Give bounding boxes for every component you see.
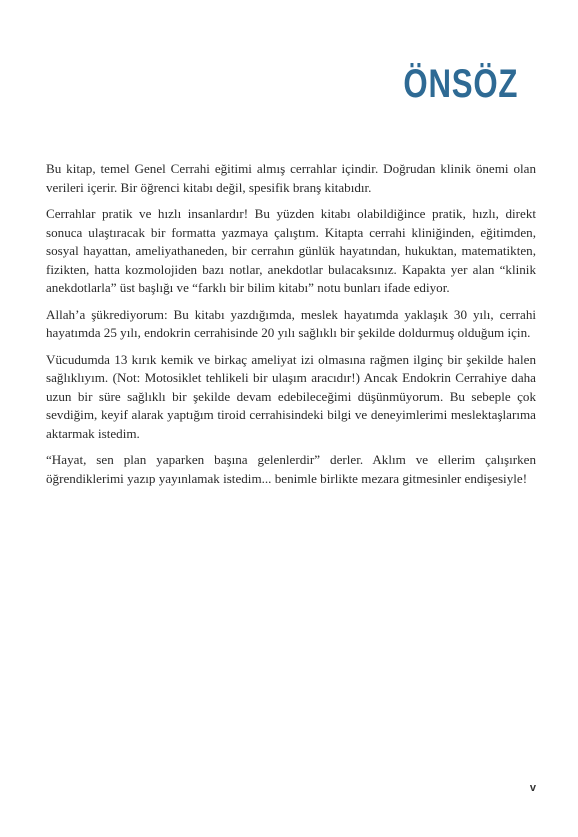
paragraph: Cerrahlar pratik ve hızlı insanlardır! Bu yüzden kitabı olabildiğince pratik, hızlı, direkt sonuca ulaştıracak bir formatta yazmaya çalıştım. Kitapta cerrahi kliniğinden, eğitimden, sosyal hayattan, ameliyathaneden, bir cerrahın günlük hayatından, hukuktan, matematikten, fizikten, hatta kozmolojiden bazı notlar, anekdotlar bulacaksınız. Kapakta yer alan “klinik anekdotlarla” üst başlığı ve “farklı bir bilim kitabı” notu bunları ifade ediyor. — [46, 206, 536, 295]
preface-body — [46, 160, 536, 496]
paragraph: “Hayat, sen plan yaparken başına gelenlerdir” derler. Aklım ve ellerim çalışırken öğrendiklerimi yazıp yayınlamak istedim... benimle birlikte mezara gitmesinler endişesiyle! — [46, 452, 536, 486]
paragraph: Allah’a şükrediyorum: Bu kitabı yazdığımda, meslek hayatımda yaklaşık 30 yılı, cerrahi hayatımda 25 yılı, endokrin cerrahisinde 20 yılı sağlıklı bir şekilde doldurmuş olduğum için. — [46, 306, 536, 340]
paragraph: Vücudumda 13 kırık kemik ve birkaç ameliyat izi olmasına rağmen ilginç bir şekilde halen sağlıklıyım. (Not: Motosiklet tehlikeli bir ulaşım aracıdır!) Ancak Endokrin Cerrahiye daha uzun bir süre sağlıklı bir şekilde devam edebileceğimi düşünmüyorum. Bu sebeple çok sevdiğim, keyif alarak yaptığım tiroid cerrahisindeki bilgi ve deneyimlerimi meslektaşlarıma aktarmak istedim. — [46, 351, 536, 441]
page-title: ÖNSÖZ — [403, 62, 518, 106]
paragraph: Bu kitap, temel Genel Cerrahi eğitimi almış cerrahlar içindir. Doğrudan klinik önemi olan verileri içerir. Bir öğrenci kitabı değil, spesifik branş kitabıdır. — [46, 161, 536, 195]
page-number: v — [529, 782, 536, 794]
